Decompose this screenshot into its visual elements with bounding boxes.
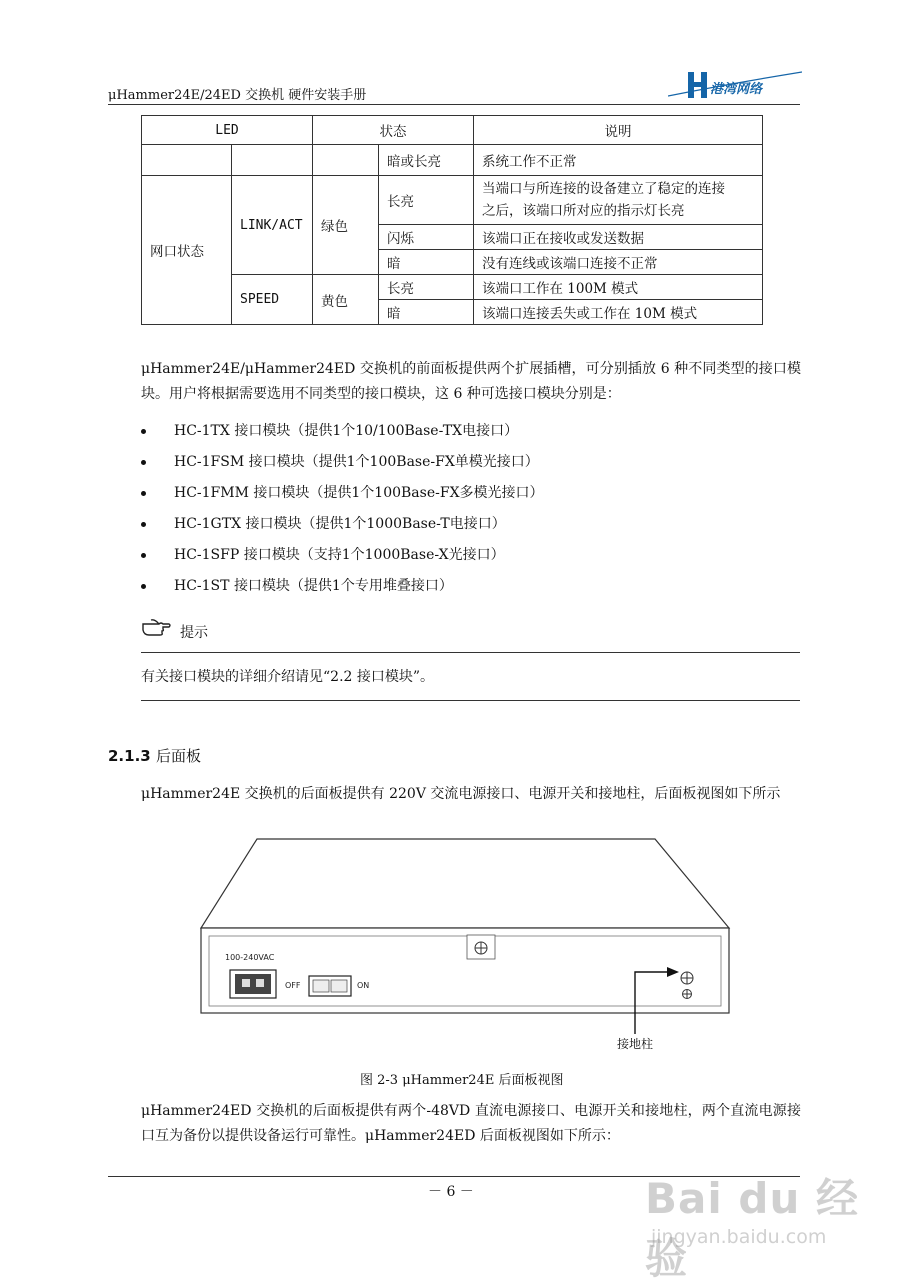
list-item bbox=[141, 571, 781, 602]
section-heading bbox=[108, 745, 201, 766]
bullet-icon bbox=[141, 553, 146, 558]
list-item-text: HC-1SFP 接口模块（支持1个1000Base-X光接口） bbox=[174, 547, 505, 563]
cell-desc: 该端口连接丢失或工作在 10M 模式 bbox=[474, 300, 763, 325]
cell-desc: 当端口与所连接的设备建立了稳定的连接 bbox=[482, 181, 725, 197]
header-title: μHammer24E/24ED 交换机 硬件安装手册 bbox=[108, 88, 367, 103]
cell-color-speed: 黄色 bbox=[313, 275, 379, 325]
module-list bbox=[141, 416, 781, 602]
table-row bbox=[142, 176, 763, 225]
company-logo bbox=[668, 66, 802, 104]
list-item-text: HC-1FSM 接口模块（提供1个100Base-FX单模光接口） bbox=[174, 454, 539, 470]
list-item bbox=[141, 509, 781, 540]
ed-paragraph: μHammer24ED 交换机的后面板提供有两个-48VD 直流电源接口、电源开关和接地柱，两个直流电源接口互为备份以提供设备运行可靠性。μHammer24ED 后面板视图如下所示： bbox=[141, 1103, 801, 1144]
pointing-hand-icon bbox=[141, 616, 173, 642]
page-number: － 6 － bbox=[428, 1184, 474, 1200]
rear-panel-paragraph: μHammer24E 交换机的后面板提供有 220V 交流电源接口、电源开关和接地柱，后面板视图如下所示 bbox=[141, 786, 781, 802]
watermark-main: Bai du 经验 bbox=[645, 1174, 859, 1283]
cell-desc: 系统工作不正常 bbox=[474, 145, 763, 176]
list-item bbox=[141, 540, 781, 571]
table-header-status: 状态 bbox=[313, 116, 474, 145]
cell-led-speed: SPEED bbox=[232, 275, 313, 325]
bullet-icon bbox=[141, 522, 146, 527]
table-row bbox=[142, 145, 763, 176]
list-item bbox=[141, 416, 781, 447]
tip-bottom-rule bbox=[141, 700, 800, 701]
intro-paragraph: μHammer24E/μHammer24ED 交换机的前面板提供两个扩展插槽，可分别插放 6 种不同类型的接口模块。用户将根据需要选用不同类型的接口模块，这 6 种可选接口模块分别是： bbox=[141, 361, 801, 402]
tip-label: 提示 bbox=[180, 625, 208, 641]
cell-group-label: 网口状态 bbox=[142, 176, 232, 325]
ground-post-label: 接地柱 bbox=[617, 1037, 654, 1051]
on-label: ON bbox=[357, 981, 370, 990]
bullet-icon bbox=[141, 491, 146, 496]
bullet-icon bbox=[141, 429, 146, 434]
list-item-text: HC-1ST 接口模块（提供1个专用堆叠接口） bbox=[174, 578, 453, 594]
cell-state: 暗或长亮 bbox=[379, 145, 474, 176]
cell-desc: 该端口正在接收或发送数据 bbox=[474, 225, 763, 250]
power-label: 100-240VAC bbox=[225, 953, 275, 962]
rear-panel-drawing bbox=[197, 836, 739, 1060]
table-header-desc: 说明 bbox=[474, 116, 763, 145]
rear-panel-figure bbox=[197, 836, 739, 1060]
section-number: 2.1.3 bbox=[108, 747, 151, 765]
cell-state: 长亮 bbox=[379, 176, 474, 225]
list-item bbox=[141, 478, 781, 509]
list-item-text: HC-1FMM 接口模块（提供1个100Base-FX多模光接口） bbox=[174, 485, 544, 501]
cell-desc: 该端口工作在 100M 模式 bbox=[474, 275, 763, 300]
figure-caption: 图 2-3 μHammer24E 后面板视图 bbox=[360, 1073, 564, 1088]
bullet-icon bbox=[141, 460, 146, 465]
cell-desc: 之后，该端口所对应的指示灯长亮 bbox=[482, 203, 685, 219]
table-row bbox=[142, 275, 763, 300]
baidu-watermark bbox=[645, 1166, 875, 1283]
tip-text: 有关接口模块的详细介绍请见“2.2 接口模块”。 bbox=[141, 669, 435, 685]
cell-color-link: 绿色 bbox=[313, 176, 379, 275]
cell-led-link: LINK/ACT bbox=[232, 176, 313, 275]
list-item-text: HC-1GTX 接口模块（提供1个1000Base-T电接口） bbox=[174, 516, 506, 532]
off-label: OFF bbox=[285, 981, 301, 990]
cell-state: 长亮 bbox=[379, 275, 474, 300]
cell-state: 暗 bbox=[379, 300, 474, 325]
cell-state: 闪烁 bbox=[379, 225, 474, 250]
header-rule bbox=[108, 104, 800, 105]
section-title: 后面板 bbox=[155, 747, 201, 765]
watermark-sub: jingyan.baidu.com bbox=[651, 1226, 827, 1248]
bullet-icon bbox=[141, 584, 146, 589]
logo-text: 港湾网络 bbox=[710, 82, 763, 97]
cell-desc: 没有连线或该端口连接不正常 bbox=[474, 250, 763, 275]
list-item bbox=[141, 447, 781, 478]
list-item-text: HC-1TX 接口模块（提供1个10/100Base-TX电接口） bbox=[174, 423, 519, 439]
table-header-led: LED bbox=[142, 116, 313, 145]
tip-top-rule bbox=[141, 652, 800, 653]
led-status-table bbox=[141, 115, 763, 325]
cell-state: 暗 bbox=[379, 250, 474, 275]
